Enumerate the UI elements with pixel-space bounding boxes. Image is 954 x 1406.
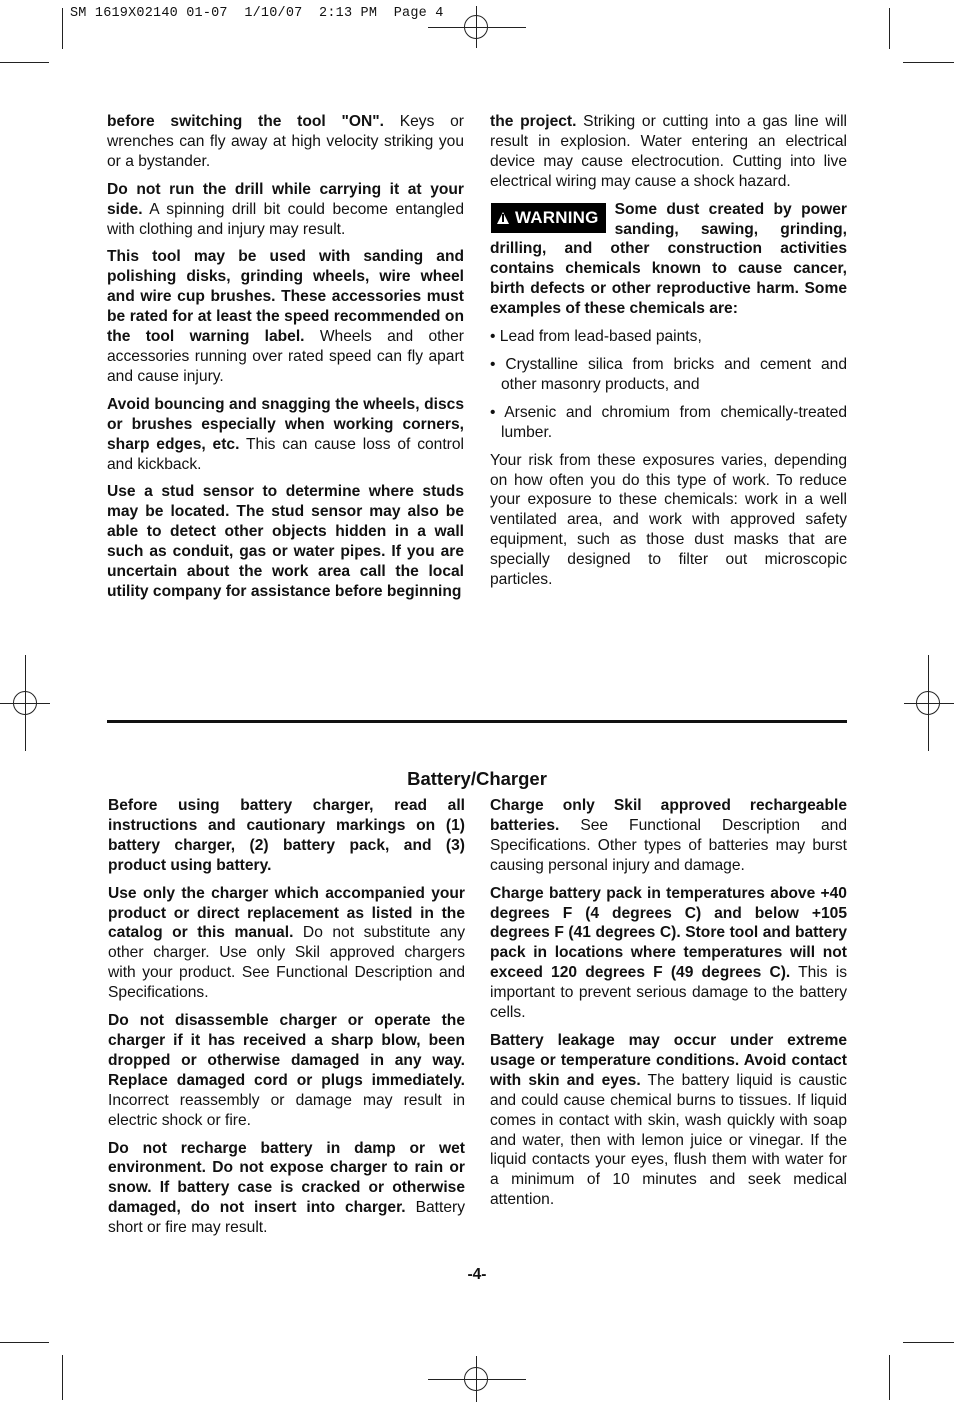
battery-right-column (490, 796, 847, 1218)
top-right-column (490, 112, 847, 598)
warning-text: Some dust created by power sanding, sawing, grinding, drilling, and other construction activities contains chemicals known to cause cancer, birth defects or other reproductive harm. Some examples of these chemicals are: (490, 200, 847, 318)
top-left-column (107, 112, 464, 610)
paragraph-project: the project. Striking or cutting into a gas line will result in explosion. Water entering an electrical device may cause electrocution. Cutting into live electrical wiring may cause a shock hazard. (490, 113, 847, 190)
section-title-battery-charger: Battery/Charger (407, 768, 547, 789)
paragraph-read-instructions: Before using battery charger, read all instructions and cautionary markings on (1) battery charger, (2) battery pack, and (3) product using battery. (108, 797, 465, 874)
battery-left-column (108, 796, 465, 1246)
paragraph-exposure-risk: Your risk from these exposures varies, depending on how often you do this type of work. To reduce your exposure to these chemicals: work in a well ventilated area, and work with approved safety equipment, such as those dust masks that are specially designed to filter out microscopic particles. (490, 451, 847, 589)
paragraph-damp-environment: Do not recharge battery in damp or wet environment. Do not expose charger to rain or snow. If battery case is cracked or otherwise damaged, do not insert into charger. Battery short or fire may result. (108, 1139, 466, 1237)
paragraph-keys-warning: before switching the tool "ON". Keys or wrenches can fly away at high velocity striking you or a bystander. (107, 113, 465, 170)
warning-block (490, 200, 847, 327)
paragraph-approved-batteries: Charge only Skil approved rechargeable batteries. See Functional Description and Specifications. Other types of batteries may burst causing personal injury and damage. (490, 797, 847, 874)
paragraph-temperatures: Charge battery pack in temperatures above +40 degrees F (4 degrees C) and below +105 degrees F (41 degrees C). Store tool and battery pack in locations where temperatures will not exceed 120 degrees F (49 degrees C). This is important to prevent serious damage to the battery cells. (490, 884, 847, 1022)
paragraph-do-not-disassemble: Do not disassemble charger or operate the charger if it has received a sharp blow, been dropped or otherwise damaged in any way. Replace damaged cord or plugs immediately. Incorrect reassembly or damage may result in electric shock or fire. (108, 1012, 465, 1129)
page-number: -4- (467, 1266, 487, 1283)
paragraph-drill-carry: Do not run the drill while carrying it at your side. A spinning drill bit could become entangled with clothing and injury may result. (107, 180, 464, 238)
paragraph-accessories: This tool may be used with sanding and polishing disks, grinding wheels, wire wheel and wire cup brushes. These accessories must be rated for at least the speed recommended on the tool warning label. Wheels and other accessories running over rated speed can fly apart and cause injury. (107, 248, 464, 385)
warning-badge: WARNING (491, 203, 606, 233)
warning-triangle-icon (497, 212, 509, 224)
paragraph-leakage: Battery leakage may occur under extreme usage or temperature conditions. Avoid contact with skin and eyes. The battery liquid is caustic and could cause chemical burns to tissues. If liquid comes in contact with skin, wash quickly with soap and water, then with lemon juice or vinegar. If the liquid contacts your eyes, flush them with water for a minimum of 10 minutes and seek medical attention. (490, 1031, 847, 1209)
bullet-lead: • Lead from lead-based paints, (490, 328, 702, 346)
printer-slug: SM 1619X02140 01-07 1/10/07 2:13 PM Page 4 (70, 6, 444, 21)
paragraph-stud-sensor: Use a stud sensor to determine where studs may be located. The stud sensor may also be able to detect other objects hidden in a wall such as conduit, gas or water pipes. If you are uncertain about the work area call the local utility company for assistance before beginning (107, 483, 464, 600)
bullet-arsenic: • Arsenic and chromium from chemically-treated lumber. (490, 403, 847, 441)
section-divider (107, 720, 847, 723)
paragraph-bouncing: Avoid bouncing and snagging the wheels, discs or brushes especially when working corners, sharp edges, etc. This can cause loss of control and kickback. (107, 395, 464, 473)
paragraph-use-only-charger: Use only the charger which accompanied your product or direct replacement as listed in the catalog or this manual. Do not substitute any other charger. Use only Skil approved chargers with your product. See Functional Description and Specifications. (108, 884, 465, 1002)
bullet-silica: • Crystalline silica from bricks and cement and other masonry products, and (490, 355, 847, 393)
